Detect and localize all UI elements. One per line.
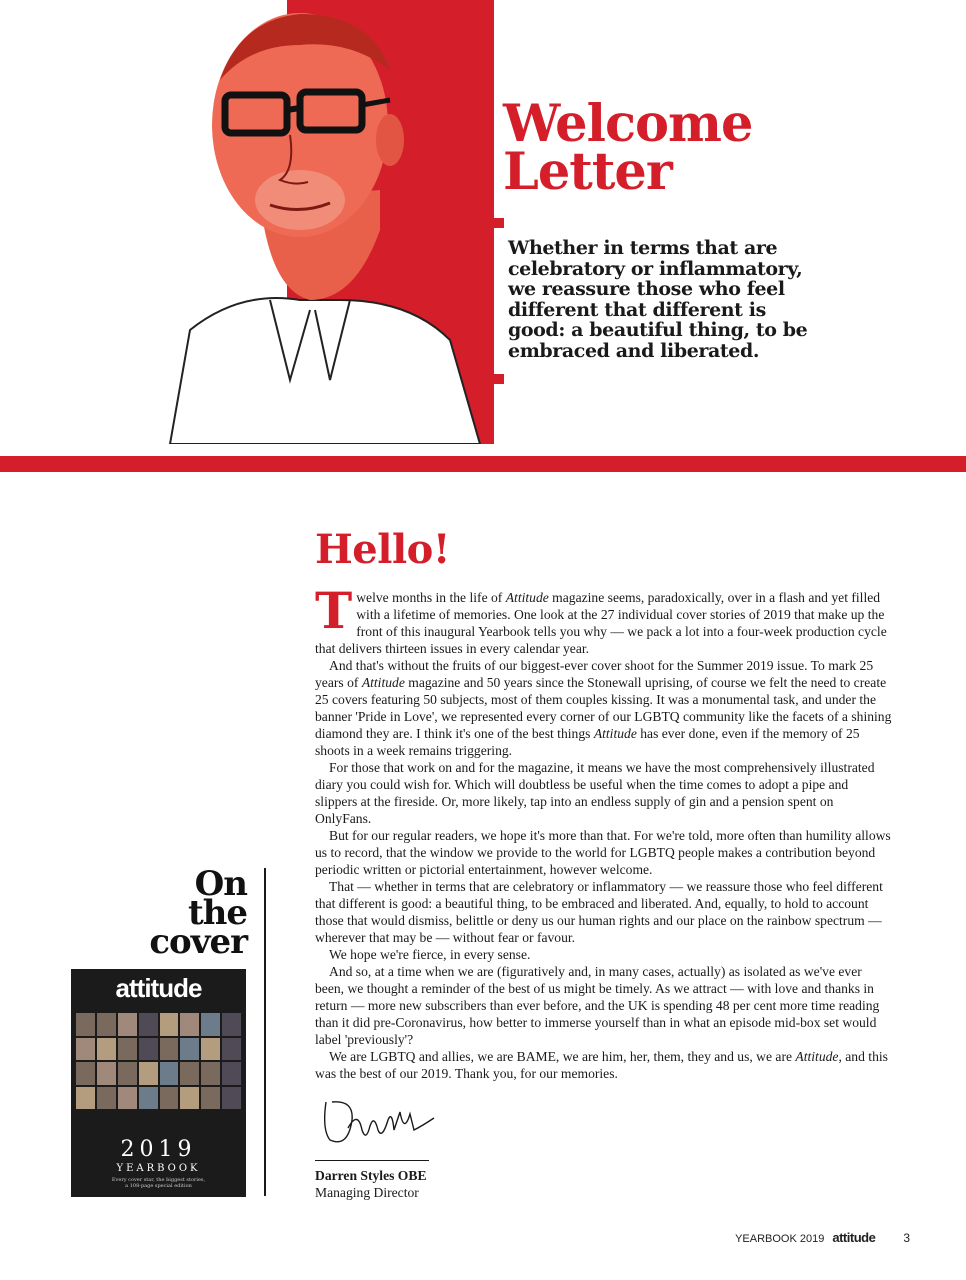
heading-line-2: the <box>187 893 247 933</box>
on-the-cover-heading <box>120 864 247 962</box>
paragraph-5: That — whether in terms that are celebratory or inflammatory — we reassure those who feel different that different is good: a beautiful thing, to be embraced and liberated. And, equally, to hold to account those that would dismiss, belittle or deny us our human rights and our place on the rainbow spectrum — wherever that may be — without fear or favour. <box>315 879 883 945</box>
paragraph-8-b: , and this was the best of our 2019. Thank you, for our memories. <box>315 1049 888 1081</box>
title-line-2: Letter <box>503 142 672 202</box>
cover-tagline-2: a 108-page special edition <box>125 1183 192 1189</box>
paragraph-8-a: We are LGBTQ and allies, we are BAME, we are him, her, them, they and us, we are <box>329 1049 796 1064</box>
paragraph-8 <box>315 1048 893 1082</box>
paragraph-1 <box>315 581 893 657</box>
cover-year: 2019 <box>120 1137 197 1162</box>
standfirst-bracket <box>482 218 504 384</box>
portrait-illustration <box>150 0 495 444</box>
paragraph-1-text: welve months in the life of <box>356 590 503 605</box>
paragraph-7: And so, at a time when we are (figuratively and, in many cases, actually) as isolated as we've ever been, we thought a reminder of the best of us might be timely. As we attract — with love and thanks in return — more new subscribers than ever before, and the UK is spending 48 per cent more time reading than it did pre-Coronavirus, how better to immerse yourself than in what an episode mid-box set would label 'previously'? <box>315 964 880 1047</box>
page-title <box>503 94 943 202</box>
cover-tagline <box>71 1177 246 1189</box>
signature-rule <box>315 1160 429 1161</box>
magazine-name: Attitude <box>505 590 549 605</box>
standfirst: Whether in terms that are celebratory or inflammatory, we reassure those who feel different that different is good: a beautiful thing, to be embraced and liberated. <box>508 237 808 362</box>
paragraph-4: But for our regular readers, we hope it's more than that. For we're told, more often than humility allows us to record, that the window we provide to the world for LGBTQ people makes a contribution beyond periodic written or pictorial entertainment, however welcome. <box>315 828 891 877</box>
drop-cap: T <box>315 581 353 640</box>
article-body <box>315 581 893 1082</box>
cover-thumbnail-grid <box>76 1013 241 1109</box>
magazine-name: Attitude <box>361 675 405 690</box>
page-footer <box>735 1230 910 1245</box>
heading-line-3: cover <box>149 922 247 962</box>
paragraph-2-b: magazine and 50 years since the Stonewall uprising, of course we felt the need to create 25 covers featuring 50 subjects, most of them couples kissing. It was a monumental task, and under the banner 'Pride in Love', we represented every corner of our LGBTQ community like the facets of a shining diamond they are. I think it's one of the best things <box>315 675 892 741</box>
paragraph-3: For those that work on and for the magazine, it means we have the most comprehensively illustrated diary you could wish for. Which will doubtless be useful when the time comes to adopt a pipe and slippers at the fireside. Or, more likely, tap into an endless supply of gin and a pension spent on OnlyFans. <box>315 760 875 826</box>
footer-brand: attitude <box>832 1230 876 1245</box>
page-number: 3 <box>903 1231 910 1245</box>
author-title: Managing Director <box>315 1185 419 1200</box>
sidebar-rule <box>264 868 266 1196</box>
paragraph-2-a: And that's without the fruits of our biggest-ever cover shoot for the Summer 2019 issue. To mark 25 years of <box>315 658 874 690</box>
signature <box>318 1090 438 1150</box>
paragraph-1-tail: magazine seems, paradoxically, over in a flash and yet filled with a lifetime of memories. One look at the 27 individual cover stories of 2019 that make up the front of this inaugural Yearbook tells you why — we pack a lot into a four-week production cycle that delivers thirteen issues in every calendar year. <box>315 590 887 656</box>
cover-yearbook: YEARBOOK <box>116 1163 201 1174</box>
paragraph-2 <box>315 657 893 759</box>
section-divider <box>0 456 966 472</box>
paragraph-2-c: has ever done, even if the memory of 25 shoots in a week remains triggering. <box>315 726 860 758</box>
magazine-name: Attitude <box>593 726 637 741</box>
paragraph-6: We hope we're fierce, in every sense. <box>329 947 531 962</box>
heading-line-1: On <box>194 864 247 904</box>
article-heading: Hello! <box>315 526 450 573</box>
author-name: Darren Styles OBE <box>315 1168 427 1183</box>
cover-logo: attitude <box>115 973 202 1003</box>
magazine-name: Attitude <box>795 1049 839 1064</box>
title-line-1: Welcome <box>503 94 753 154</box>
footer-label: YEARBOOK 2019 <box>735 1233 825 1245</box>
yearbook-cover-image <box>71 969 246 1197</box>
cover-tagline-1: Every cover star, the biggest stories, <box>111 1177 206 1183</box>
